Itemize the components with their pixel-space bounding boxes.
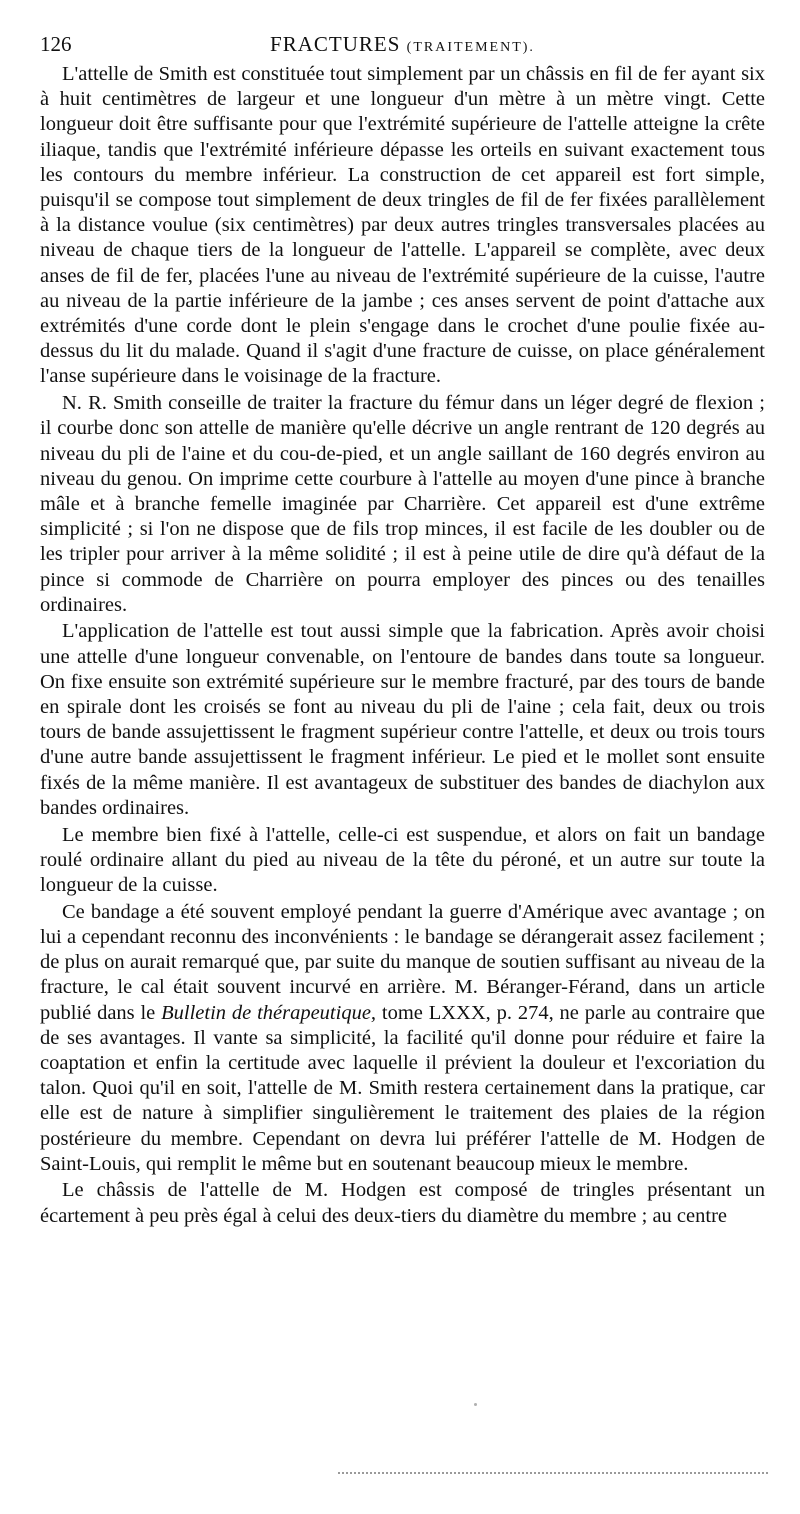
paragraph-1: L'attelle de Smith est constituée tout simplement par un châssis en fil de fer ayant six à huit centimètres de largeur et une longueur d'un mètre à un mètre vingt. Cette longueur doit être suffisante pour que l'extrémité supérieure de l'attelle atteigne la crête iliaque, tandis que l'extrémité inférieure dépasse les orteils en suivant exactement tous les contours du membre inférieur. La construction de cet appareil est fort simple, puisqu'il se compose tout simplement de deux tringles de fil de fer fixées parallèlement à la distance voulue (six centimètres) par deux autres tringles transversales placées au niveau de chaque tiers de la longueur de l'attelle. L'appareil se complète, avec deux anses de fil de fer, placées l'une au niveau de l'extrémité supérieure de la cuisse, l'autre au niveau de la partie inférieure de la jambe ; ces anses servent de point d'attache aux extrémités d'une corde dont le plein s'engage dans le crochet d'une poulie fixée au-dessus du lit du malade. Quand il s'agit d'une fracture de cuisse, on place généralement l'anse supérieure dans le voisinage de la fracture. [40, 63, 765, 388]
bleed-through-mark [338, 1472, 768, 1477]
page-number: 126 [40, 32, 72, 56]
paragraph-5 [40, 900, 765, 1177]
paragraph-3: L'application de l'attelle est tout aussi simple que la fabrication. Après avoir choisi une attelle d'une longueur convenable, on l'entoure de bandes dans toute sa longueur. On fixe ensuite son extrémité supérieure sur le membre fracturé, par des tours de bande en spirale dont les croisés se font au niveau du pli de l'aine ; cela fait, deux ou trois tours de bande assujettissent le fragment supérieur contre l'attelle, et deux ou trois tours d'une autre bande assujettissent le fragment inférieur. Le pied et le mollet sont ensuite fixés de la même manière. Il est avantageux de substituer des bandes de diachylon aux bandes ordinaires. [40, 620, 765, 819]
paragraph-5-text-b: tome LXXX, p. 274, ne parle au contraire que de ses avantages. Il vante sa simplicité, la facilité qu'il donne pour réduire et faire la coaptation et enfin la certitude avec laquelle il prévient la douleur et l'excoriation du talon. Quoi qu'il en soit, l'attelle de M. Smith restera certainement dans la pratique, car elle est de nature à simplifier singulièrement le traitement des plaies de la région postérieure du membre. Cependant on devra lui préférer l'attelle de M. Hodgen de Saint-Louis, qui remplit le même but en soutenant beaucoup mieux le membre. [40, 1001, 766, 1175]
paragraph-5-text-a: Ce bandage a été souvent employé pendant la guerre d'Amérique avec avantage ; on lui a cependant reconnu des inconvénients : le bandage se dérangerait assez facilement ; de plus on aurait remarqué que, par suite du manque de soutien suffisant au niveau de la fracture, le cal était souvent incurvé en arrière. M. Béranger-Férand, dans un article publié dans le [40, 900, 765, 1024]
running-head [40, 30, 765, 62]
body-text [40, 62, 765, 1229]
paragraph-6: Le châssis de l'attelle de M. Hodgen est composé de tringles présentant un écartement à peu près égal à celui des deux-tiers du diamètre du membre ; au centre [40, 1179, 765, 1227]
page-header [40, 30, 765, 58]
paragraph-4: Le membre bien fixé à l'attelle, celle-ci est suspendue, et alors on fait un bandage roulé ordinaire allant du pied au niveau de la tête du péroné, et un autre sur toute la longueur de la cuisse. [40, 823, 765, 896]
print-speck [474, 1403, 477, 1406]
paragraph-2: N. R. Smith conseille de traiter la fracture du fémur dans un léger degré de flexion ; il courbe donc son attelle de manière qu'elle décrive un angle rentrant de 120 degrés au niveau du pli de l'aine et du cou-de-pied, et un angle saillant de 160 degrés environ au niveau du genou. On imprime cette courbure à l'attelle au moyen d'une pince à branche mâle et à branche femelle imaginée par Charrière. Cet appareil est d'une extrême simplicité ; si l'on ne dispose que de fils trop minces, il est facile de les doubler ou de les tripler pour arriver à la même solidité ; il est à peine utile de dire qu'à défaut de la pince si commode de Charrière on pourra employer des pinces ou des tenailles ordinaires. [40, 392, 765, 616]
running-subtitle: (TRAITEMENT). [406, 40, 535, 55]
journal-title: Bulletin de thérapeutique, [161, 1001, 377, 1024]
running-title: FRACTURES [270, 32, 401, 56]
